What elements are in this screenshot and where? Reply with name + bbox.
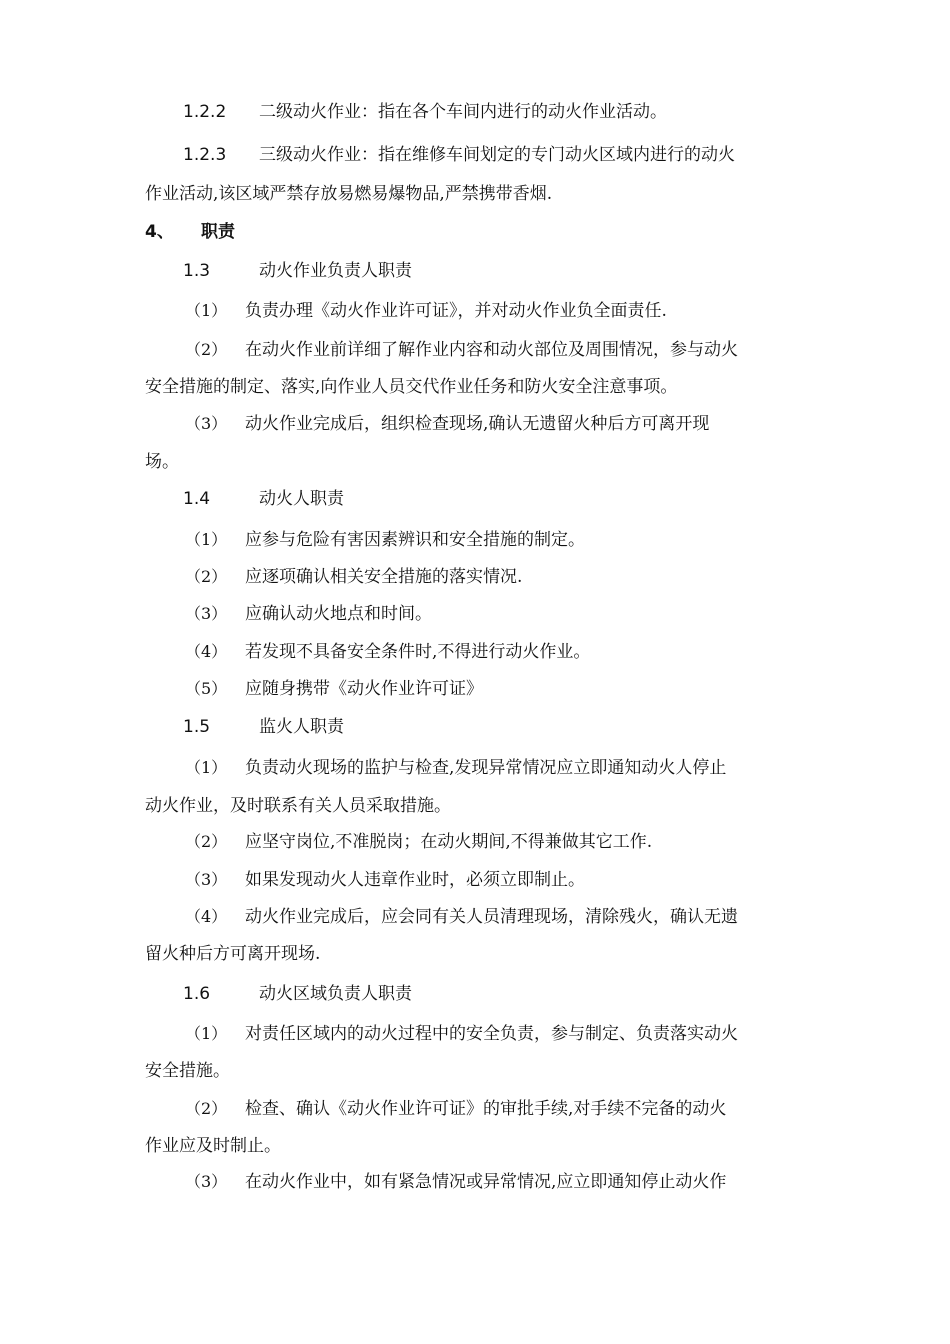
item-label: （4） [185, 907, 228, 926]
item-text: 如果发现动火人违章作业时，必须立即制止。 [245, 870, 585, 890]
item-label: （5） [185, 679, 228, 698]
item-continuation: 场。 [145, 452, 179, 472]
item-label: （3） [185, 1172, 228, 1191]
item-text: 对责任区域内的动火过程中的安全负责，参与制定、负责落实动火 [245, 1024, 738, 1044]
chapter-number: 4、 [145, 222, 174, 242]
section-heading: 动火作业负责人职责 [259, 261, 412, 281]
item-text: 在动火作业前详细了解作业内容和动火部位及周围情况，参与动火 [245, 340, 738, 360]
item-text: 应坚守岗位,不准脱岗；在动火期间,不得兼做其它工作. [245, 832, 653, 852]
item-label: （2） [185, 832, 228, 851]
item-label: （1） [185, 301, 228, 320]
item-label: （3） [185, 870, 228, 889]
item-text: 在动火作业中，如有紧急情况或异常情况,应立即通知停止动火作 [245, 1172, 727, 1192]
item-text: 应确认动火地点和时间。 [245, 604, 432, 624]
section-number: 1.3 [183, 261, 211, 281]
item-label: （3） [185, 414, 228, 433]
section-number: 1.2.2 [183, 102, 227, 122]
item-continuation: 安全措施。 [145, 1061, 230, 1081]
item-label: （4） [185, 642, 228, 661]
section-heading: 动火区域负责人职责 [259, 984, 412, 1004]
item-continuation: 留火种后方可离开现场. [145, 944, 321, 964]
item-continuation: 作业应及时制止。 [145, 1136, 281, 1156]
item-label: （1） [185, 1024, 228, 1043]
item-label: （2） [185, 567, 228, 586]
section-number: 1.6 [183, 984, 211, 1004]
paragraph-text: 二级动火作业：指在各个车间内进行的动火作业活动。 [259, 102, 667, 122]
chapter-title: 职责 [201, 222, 235, 242]
item-text: 应参与危险有害因素辨识和安全措施的制定。 [245, 530, 585, 550]
item-text: 负责动火现场的监护与检查,发现异常情况应立即通知动火人停止 [245, 758, 727, 778]
section-number: 1.2.3 [183, 145, 227, 165]
section-heading: 动火人职责 [259, 489, 344, 509]
item-text: 动火作业完成后，应会同有关人员清理现场，清除残火，确认无遗 [245, 907, 738, 927]
item-continuation: 安全措施的制定、落实,向作业人员交代作业任务和防火安全注意事项。 [145, 377, 678, 397]
section-number: 1.4 [183, 489, 211, 509]
section-heading: 监火人职责 [259, 717, 344, 737]
item-text: 若发现不具备安全条件时,不得进行动火作业。 [245, 642, 591, 662]
item-label: （1） [185, 758, 228, 777]
item-label: （3） [185, 604, 228, 623]
item-label: （2） [185, 340, 228, 359]
section-number: 1.5 [183, 717, 211, 737]
item-continuation: 动火作业，及时联系有关人员采取措施。 [145, 796, 451, 816]
item-label: （2） [185, 1099, 228, 1118]
item-text: 应逐项确认相关安全措施的落实情况. [245, 567, 523, 587]
paragraph-continuation: 作业活动,该区域严禁存放易燃易爆物品,严禁携带香烟. [145, 184, 553, 204]
item-text: 负责办理《动火作业许可证》，并对动火作业负全面责任. [245, 301, 667, 321]
item-label: （1） [185, 530, 228, 549]
paragraph-text: 三级动火作业：指在维修车间划定的专门动火区域内进行的动火 [259, 145, 735, 165]
item-text: 应随身携带《动火作业许可证》 [245, 679, 483, 699]
item-text: 动火作业完成后，组织检查现场,确认无遗留火种后方可离开现 [245, 414, 710, 434]
item-text: 检查、确认《动火作业许可证》的审批手续,对手续不完备的动火 [245, 1099, 727, 1119]
